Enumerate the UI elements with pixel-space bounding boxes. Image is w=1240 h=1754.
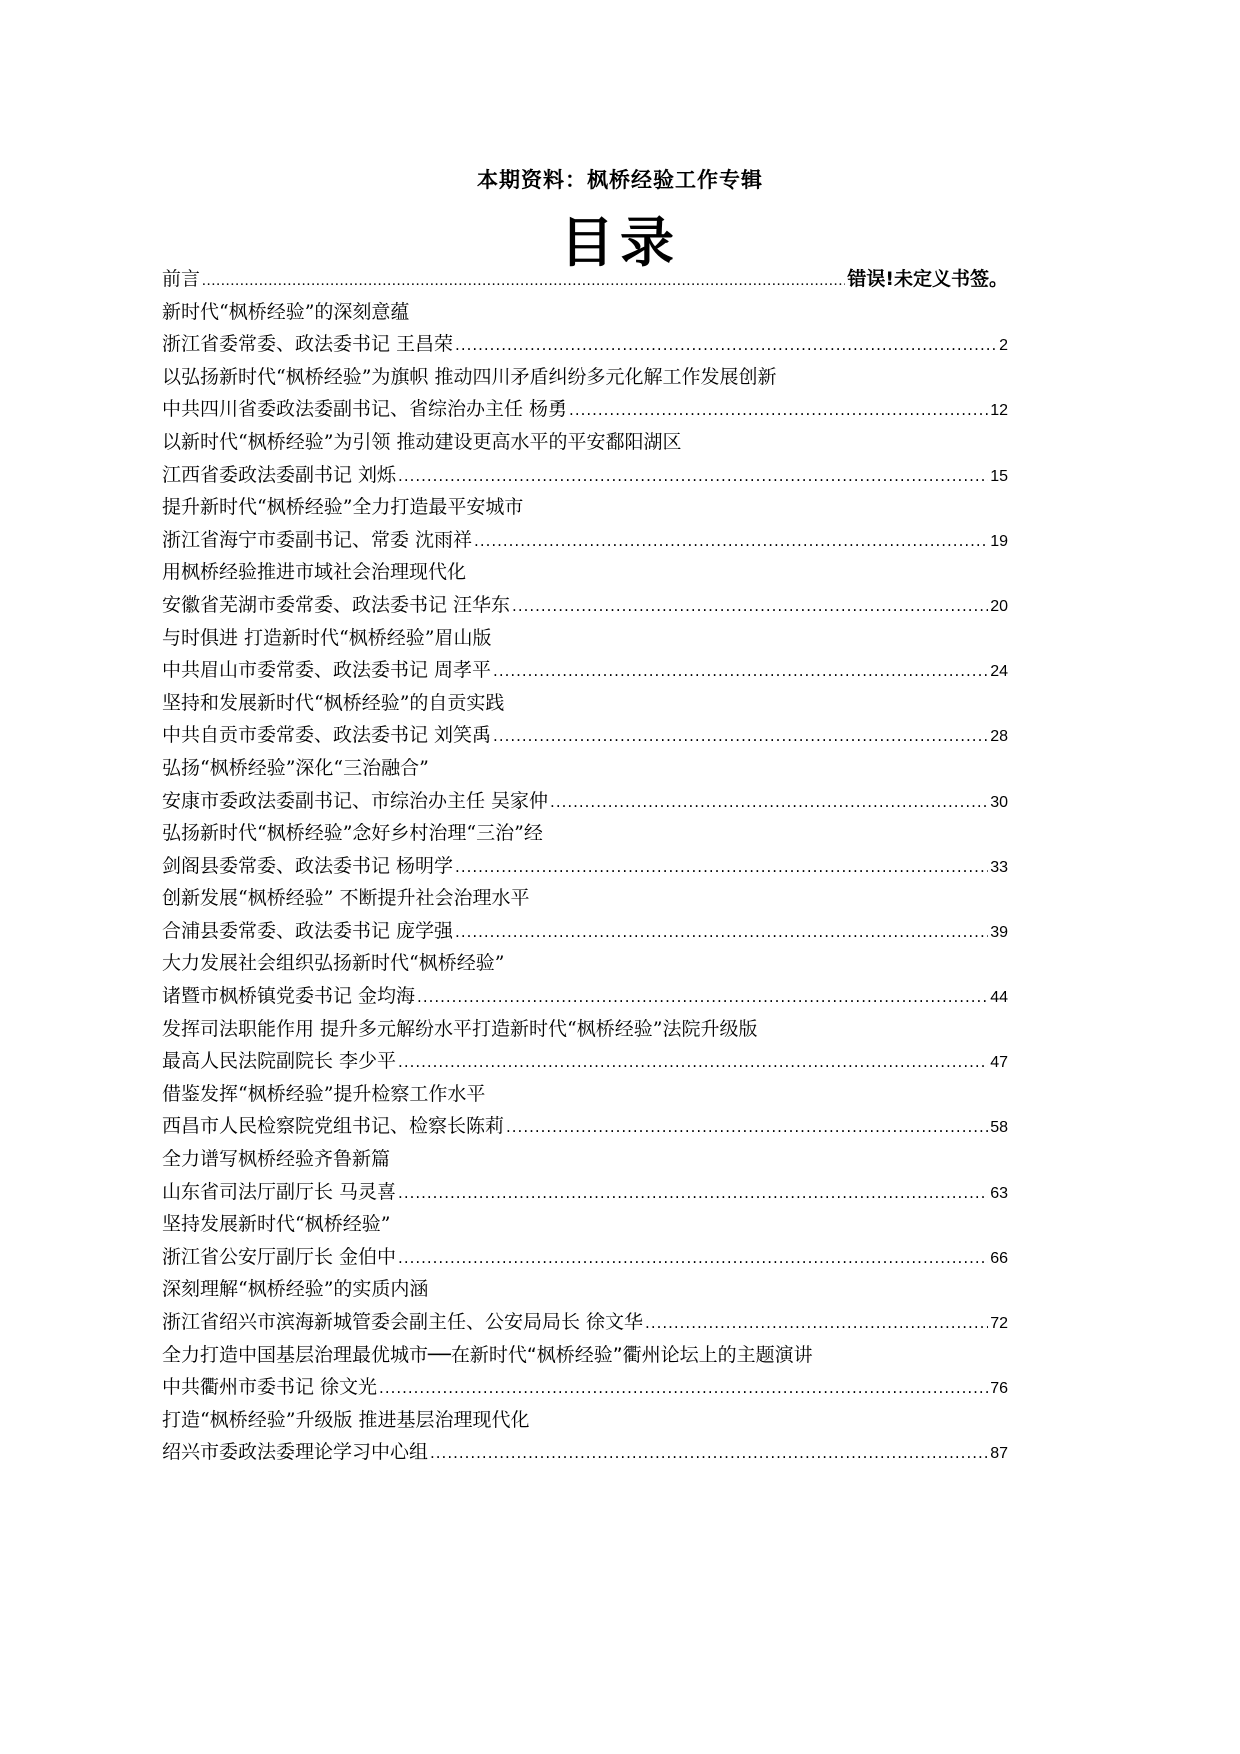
entry-author: 西昌市人民检察院党组书记、检察长陈莉	[162, 1115, 505, 1138]
dot-leader	[474, 525, 988, 557]
toc-entry-title[interactable]	[162, 1273, 1008, 1306]
entry-title-text: 全力谱写枫桥经验齐鲁新篇	[162, 1148, 391, 1171]
toc-entry-author-row[interactable]	[162, 1045, 1008, 1078]
entry-author: 中共眉山市委常委、政法委书记 周孝平	[162, 659, 492, 682]
toc-entry-title[interactable]	[162, 622, 1008, 655]
page-number: 19	[990, 532, 1008, 550]
page-number: 76	[990, 1380, 1008, 1398]
entry-author: 剑阁县委常委、政法委书记 杨明学	[162, 854, 454, 877]
toc-entry	[162, 947, 1008, 1012]
toc-entry	[162, 752, 1008, 817]
entry-title-text: 发挥司法职能作用 提升多元解纷水平打造新时代“枫桥经验”法院升级版	[162, 1017, 758, 1040]
entry-author: 诸暨市枫桥镇党委书记 金均海	[162, 985, 416, 1008]
toc-entry-title[interactable]	[162, 1143, 1008, 1176]
entry-title-text: 深刻理解“枫桥经验”的实质内涵	[162, 1278, 429, 1301]
page-number: 63	[990, 1184, 1008, 1202]
entry-author: 浙江省海宁市委副书记、常委 沈雨祥	[162, 528, 473, 551]
entry-author: 中共衢州市委书记 徐文光	[162, 1376, 378, 1399]
toc-entry	[162, 1404, 1008, 1469]
dot-leader	[398, 1177, 988, 1209]
dot-leader	[417, 981, 988, 1013]
dot-leader	[455, 916, 988, 948]
toc-heading: 目录	[560, 211, 680, 274]
dot-leader	[398, 460, 988, 492]
toc-entry	[162, 296, 1008, 361]
toc-entry-title[interactable]	[162, 1013, 1008, 1046]
toc-entry	[162, 1143, 1008, 1208]
issue-subtitle: 本期资料：枫桥经验工作专辑	[477, 168, 763, 192]
toc-entry	[162, 1273, 1008, 1338]
entry-author: 中共自贡市委常委、政法委书记 刘笑禹	[162, 724, 492, 747]
page-number: 24	[990, 663, 1008, 681]
entry-author: 绍兴市委政法委理论学习中心组	[162, 1441, 429, 1464]
dot-leader	[550, 786, 988, 818]
toc-entry-author-row[interactable]	[162, 719, 1008, 752]
toc-entry-author-row[interactable]	[162, 1241, 1008, 1274]
page-number: 12	[990, 402, 1008, 420]
page-number: 33	[990, 858, 1008, 876]
entry-title-text: 弘扬新时代“枫桥经验”念好乡村治理“三治”经	[162, 822, 543, 845]
toc-entries	[162, 296, 1008, 1469]
toc-entry-author-row[interactable]	[162, 459, 1008, 492]
dot-leader	[398, 1242, 988, 1274]
page-number: 2	[999, 337, 1008, 355]
dot-leader	[512, 590, 988, 622]
toc-entry-author-row[interactable]	[162, 1436, 1008, 1469]
toc-entry-author-row[interactable]	[162, 328, 1008, 361]
toc-entry-author-row[interactable]	[162, 1110, 1008, 1143]
entry-title-text: 用枫桥经验推进市域社会治理现代化	[162, 561, 467, 584]
entry-author: 浙江省公安厅副厅长 金伯中	[162, 1245, 397, 1268]
toc-entry	[162, 1208, 1008, 1273]
page-number: 30	[990, 793, 1008, 811]
entry-title-text: 大力发展社会组织弘扬新时代“枫桥经验”	[162, 952, 505, 975]
toc-entry-title[interactable]	[162, 1078, 1008, 1111]
page-number: 28	[990, 728, 1008, 746]
entry-title-text: 新时代“枫桥经验”的深刻意蕴	[162, 300, 410, 323]
page-number: 47	[990, 1054, 1008, 1072]
toc-preface-row[interactable]	[162, 263, 1008, 296]
toc-entry-author-row[interactable]	[162, 1176, 1008, 1209]
table-of-contents	[162, 263, 1008, 1469]
toc-entry-title[interactable]	[162, 817, 1008, 850]
dot-leader	[455, 851, 988, 883]
toc-entry	[162, 622, 1008, 687]
dot-leader	[569, 394, 988, 426]
toc-entry-author-row[interactable]	[162, 980, 1008, 1013]
page-number: 20	[990, 597, 1008, 615]
entry-author: 最高人民法院副院长 李少平	[162, 1050, 397, 1073]
entry-title-text: 弘扬“枫桥经验”深化“三治融合”	[162, 756, 429, 779]
toc-entry-title[interactable]	[162, 1208, 1008, 1241]
entry-title-text: 以新时代“枫桥经验”为引领 推动建设更高水平的平安鄱阳湖区	[162, 430, 682, 453]
entry-author: 浙江省绍兴市滨海新城管委会副主任、公安局局长 徐文华	[162, 1311, 644, 1333]
page-number: 39	[990, 923, 1008, 941]
entry-title-text: 坚持和发展新时代“枫桥经验”的自贡实践	[162, 691, 505, 714]
entry-author: 中共四川省委政法委副书记、省综治办主任 杨勇	[162, 398, 568, 421]
toc-entry-title[interactable]	[162, 882, 1008, 915]
entry-title-text: 坚持发展新时代“枫桥经验”	[162, 1213, 391, 1236]
toc-entry-title[interactable]	[162, 491, 1008, 524]
toc-entry-title[interactable]	[162, 947, 1008, 980]
entry-title-suffix: ──在新时代“枫桥经验”衢州论坛上的主题演讲	[428, 1343, 813, 1366]
entry-author: 浙江省委常委、政法委书记 王昌荣	[162, 333, 454, 356]
dot-leader	[398, 1046, 988, 1078]
page-number: 58	[990, 1119, 1008, 1137]
dot-leader	[645, 1307, 988, 1339]
page-number: 66	[990, 1249, 1008, 1267]
dot-leader	[455, 329, 997, 361]
entry-author: 山东省司法厅副厅长 马灵喜	[162, 1180, 397, 1203]
entry-title-text: 创新发展“枫桥经验” 不断提升社会治理水平	[162, 887, 530, 910]
toc-entry	[162, 1339, 1008, 1404]
toc-entry	[162, 1013, 1008, 1078]
bookmark-error: 错误!未定义书签。	[847, 268, 1008, 290]
entry-title-text: 打造“枫桥经验”升级版 推进基层治理现代化	[162, 1408, 530, 1431]
toc-entry-title[interactable]	[162, 296, 1008, 329]
toc-entry-title[interactable]	[162, 556, 1008, 589]
toc-entry	[162, 426, 1008, 491]
toc-entry	[162, 556, 1008, 621]
page-number: 87	[990, 1445, 1008, 1463]
entry-author: 安徽省芜湖市委常委、政法委书记 汪华东	[162, 593, 511, 616]
toc-entry	[162, 491, 1008, 556]
page-number: 44	[990, 989, 1008, 1007]
toc-entry-title[interactable]	[162, 426, 1008, 459]
dot-leader	[506, 1111, 988, 1143]
toc-entry	[162, 1078, 1008, 1143]
toc-entry-author-row[interactable]	[162, 915, 1008, 948]
dot-leader	[493, 720, 988, 752]
toc-entry	[162, 361, 1008, 426]
toc-entry	[162, 817, 1008, 882]
entry-title-text: 以弘扬新时代“枫桥经验”为旗帜 推动四川矛盾纠纷多元化解工作发展创新	[162, 365, 777, 388]
preface-label: 前言	[162, 268, 201, 290]
toc-entry-author-row[interactable]	[162, 524, 1008, 557]
toc-entry-title[interactable]	[162, 1404, 1008, 1437]
entry-title-text: 提升新时代“枫桥经验”全力打造最平安城市	[162, 496, 524, 519]
page-number: 72	[990, 1315, 1008, 1332]
toc-entry	[162, 882, 1008, 947]
toc-entry-author-row[interactable]	[162, 1371, 1008, 1404]
toc-entry-author-row[interactable]	[162, 393, 1008, 426]
toc-entry-author-row[interactable]	[162, 654, 1008, 687]
toc-entry-title[interactable]	[162, 1339, 1008, 1372]
entry-author: 江西省委政法委副书记 刘烁	[162, 463, 397, 486]
page-number: 15	[990, 467, 1008, 485]
toc-entry-title[interactable]	[162, 687, 1008, 720]
dot-leader	[430, 1437, 988, 1469]
toc-entry	[162, 687, 1008, 752]
toc-entry-author-row[interactable]	[162, 589, 1008, 622]
entry-title-text: 与时俱进 打造新时代“枫桥经验”眉山版	[162, 626, 492, 649]
toc-entry-title[interactable]	[162, 361, 1008, 394]
entry-title-text: 借鉴发挥“枫桥经验”提升检察工作水平	[162, 1082, 486, 1105]
toc-entry-author-row[interactable]	[162, 850, 1008, 883]
toc-entry-author-row[interactable]	[162, 785, 1008, 818]
entry-author: 安康市委政法委副书记、市综治办主任 吴家仲	[162, 789, 549, 812]
toc-entry-title[interactable]	[162, 752, 1008, 785]
dot-leader	[493, 655, 988, 687]
dot-leader	[202, 265, 845, 296]
toc-entry-author-row[interactable]	[162, 1306, 1008, 1339]
entry-author: 合浦县委常委、政法委书记 庞学强	[162, 919, 454, 942]
dot-leader	[379, 1372, 988, 1404]
entry-title-text: 全力打造中国基层治理最优城市	[162, 1343, 429, 1366]
